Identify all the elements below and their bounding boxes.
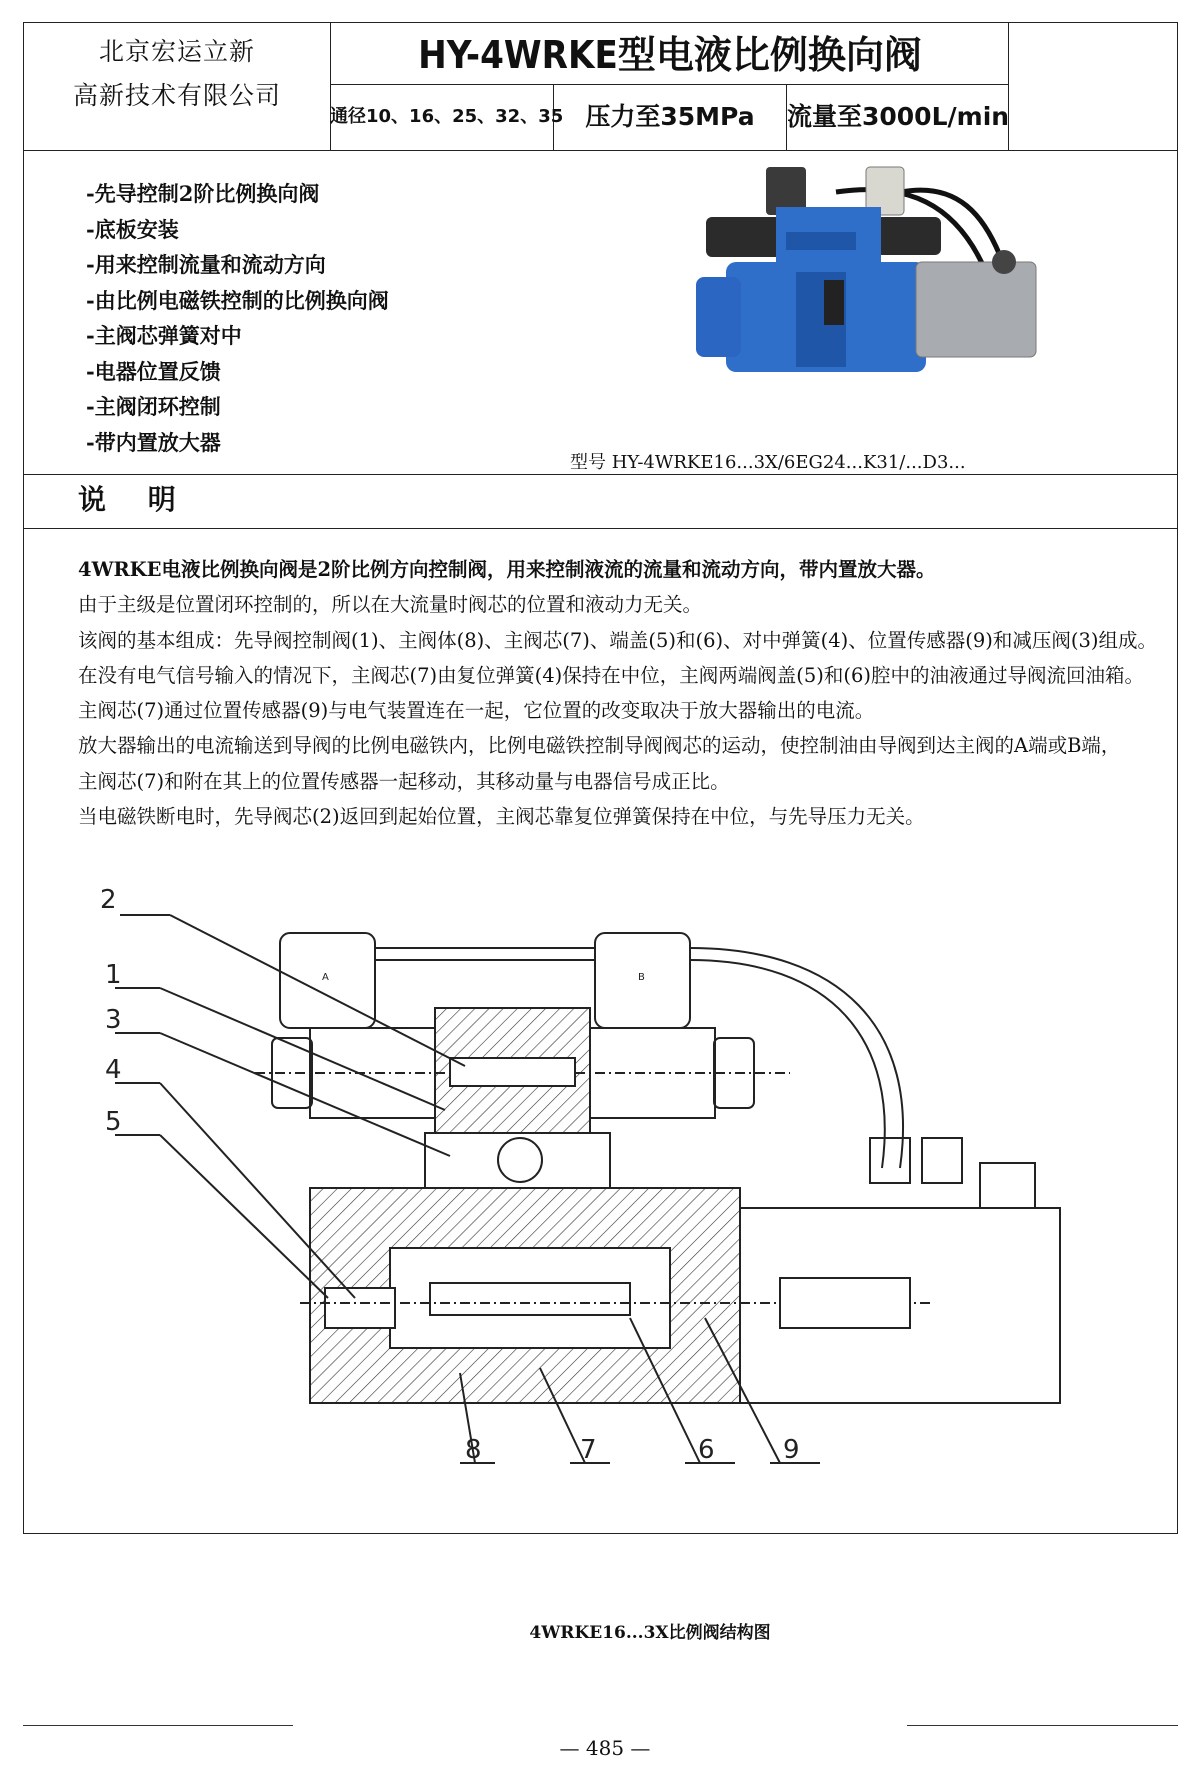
description-line: 放大器输出的电流输送到导阀的比例电磁铁内，比例电磁铁控制导阀阀芯的运动，使控制油由导阀到达主阀的A端或B端， [78,734,1121,758]
footer-rule-left [23,1725,293,1726]
header-divider [330,84,1008,85]
feature-item: -电器位置反馈 [86,358,221,384]
callout-5: 5 [105,1107,122,1137]
pilot-valve-plate [786,232,856,250]
cable-gland-2 [922,1138,962,1183]
reducing-valve-cartridge [498,1138,542,1182]
leader-1 [160,988,445,1110]
centering-spring-housing [325,1288,395,1328]
callout-4: 4 [105,1055,122,1085]
callout-1: 1 [105,960,122,990]
valve-structure-drawing [100,888,1120,1548]
company-name [24,30,330,118]
description-line: 主阀芯(7)和附在其上的位置传感器一起移动，其移动量与电器信号成正比。 [78,769,730,793]
solenoid-right [876,217,941,255]
callout-7: 7 [580,1435,597,1465]
spec-flow: 流量至3000L/min [787,102,1010,131]
leader-5 [160,1135,328,1298]
description-line: 4WRKE电液比例换向阀是2阶比例方向控制阀，用来控制液流的流量和流动方向，带内置放大器。 [78,558,936,581]
description-text [78,552,1178,834]
feature-item: -带内置放大器 [86,429,221,455]
description-line: 当电磁铁断电时，先导阀芯(2)返回到起始位置，主阀芯靠复位弹簧保持在中位，与先导压力无关。 [78,805,925,829]
page-number: — 485 — [559,1736,651,1760]
description-line: 由于主级是位置闭环控制的，所以在大流量时阀芯的位置和液动力无关。 [78,593,703,617]
feature-item: -由比例电磁铁控制的比例换向阀 [86,287,389,313]
amplifier-connector [980,1163,1035,1208]
feature-item: -底板安装 [86,216,179,242]
callout-9: 9 [783,1435,800,1465]
solenoid-left [706,217,786,257]
pilot-spool-bore [450,1058,575,1086]
nameplate [824,280,844,325]
section-heading-description: 说 明 [78,483,192,516]
description-line: 在没有电气信号输入的情况下，主阀芯(7)由复位弹簧(4)保持在中位，主阀两端阀盖(5)和(6)腔中的油液通过导阀流回油箱。 [78,663,1144,687]
section-top-rule [23,474,1178,475]
amplifier-housing [916,262,1036,357]
header-bottom-rule [23,150,1178,151]
solenoid-label-a: A [322,972,329,983]
main-spool [430,1283,630,1315]
feature-item: -主阀芯弹簧对中 [86,323,242,348]
callout-2: 2 [100,888,117,915]
valve-product-photo [686,162,1066,446]
solenoid-label-b: B [638,972,645,983]
description-line: 该阀的基本组成：先导阀控制阀(1)、主阀体(8)、主阀芯(7)、端盖(5)和(6)、对中弹簧(4)、位置传感器(9)和减压阀(3)组成。 [78,628,1157,652]
reducing-valve-block [425,1133,610,1188]
amplifier-socket [992,250,1016,274]
drawing-caption: 4WRKE16...3X比例阀结构图 [529,1623,771,1643]
description-line: 主阀芯(7)通过位置传感器(9)与电气装置连在一起，它位置的改变取决于放大器输出的电流。 [78,699,875,723]
callout-6: 6 [698,1435,715,1465]
cable-gland-1 [870,1138,910,1183]
model-number: 型号 HY-4WRKE16...3X/6EG24...K31/...D3... [570,452,966,473]
company-line-2: 高新技术有限公司 [72,81,281,110]
spec-pressure: 压力至35MPa [585,102,755,131]
feature-item: -先导控制2阶比例换向阀 [86,181,320,206]
feature-list [86,176,389,460]
page-title: HY-4WRKE型电液比例换向阀 [418,33,922,77]
section-bottom-rule [23,528,1178,529]
footer-rule-right [907,1725,1178,1726]
cable-to-amp-2 [690,960,885,1168]
position-sensor [780,1278,910,1328]
feature-item: -主阀闭环控制 [86,394,221,419]
end-cap-left [696,277,741,357]
feature-item: -用来控制流量和流动方向 [86,252,326,277]
callout-8: 8 [465,1435,482,1465]
spec-size: 通径10、16、25、32、35 [330,106,564,127]
company-line-1: 北京宏运立新 [98,37,255,66]
leader-2 [170,915,465,1066]
callout-3: 3 [105,1005,122,1035]
